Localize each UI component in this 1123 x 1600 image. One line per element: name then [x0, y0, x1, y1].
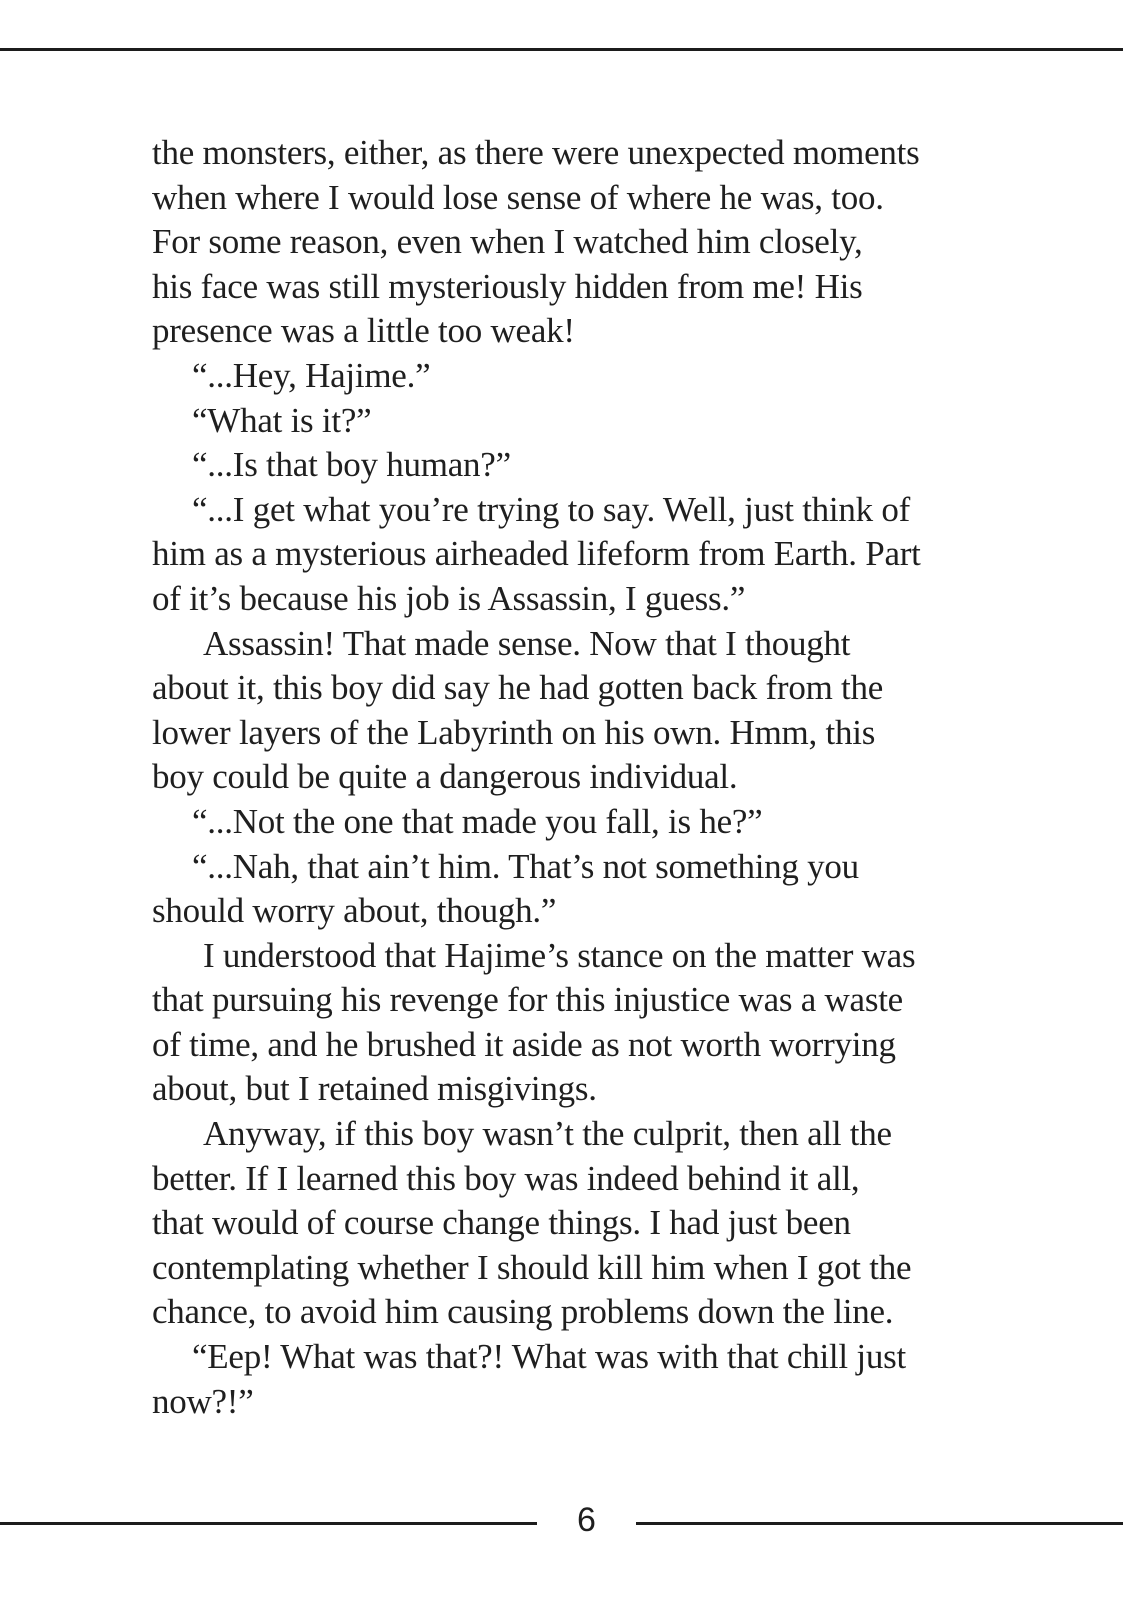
text-line: better. If I learned this boy was indeed behind it all, [152, 1158, 860, 1198]
text-line: him as a mysterious airheaded lifeform from Earth. Part [152, 534, 921, 574]
text-line: that would of course change things. I had just been [152, 1203, 851, 1243]
text-line: that pursuing his revenge for this injustice was a waste [152, 980, 903, 1020]
text-line: of it’s because his job is Assassin, I guess.” [152, 578, 746, 618]
text-line: chance, to avoid him causing problems down the line. [152, 1292, 894, 1332]
body-text [152, 131, 1032, 1424]
text-line: the monsters, either, as there were unexpected moments [152, 133, 920, 172]
text-line: of time, and he brushed it aside as not worth worrying [152, 1024, 896, 1064]
text-line: For some reason, even when I watched him closely, [152, 222, 863, 262]
footer-rule-left [0, 1522, 537, 1525]
text-line: “...Nah, that ain’t him. That’s not something you [192, 846, 859, 886]
text-line: when where I would lose sense of where he was, too. [152, 177, 884, 217]
text-line: Anyway, if this boy wasn’t the culprit, then all the [203, 1114, 892, 1154]
text-line: about it, this boy did say he had gotten back from the [152, 668, 884, 708]
text-line: contemplating whether I should kill him when I got the [152, 1247, 912, 1287]
text-line: should worry about, though.” [152, 891, 557, 931]
text-line: boy could be quite a dangerous individual. [152, 757, 738, 797]
footer-rule-right [636, 1522, 1123, 1525]
text-line: “...Not the one that made you fall, is he?” [192, 801, 763, 841]
header-rule [0, 48, 1123, 51]
text-line: presence was a little too weak! [152, 311, 575, 351]
text-line: his face was still mysteriously hidden from me! His [152, 266, 863, 306]
text-line: “...Is that boy human?” [192, 445, 511, 485]
text-line: about, but I retained misgivings. [152, 1069, 597, 1109]
text-line: now?!” [152, 1381, 254, 1421]
text-line: Assassin! That made sense. Now that I thought [203, 623, 851, 663]
text-line: I understood that Hajime’s stance on the matter was [203, 935, 916, 975]
text-line: lower layers of the Labyrinth on his own. Hmm, this [152, 712, 876, 752]
text-line: “Eep! What was that?! What was with that chill just [192, 1337, 906, 1377]
text-line: “...Hey, Hajime.” [192, 355, 431, 395]
page-number: 6 [577, 1501, 596, 1539]
text-line: “What is it?” [192, 400, 372, 440]
page-footer [0, 1501, 1123, 1545]
text-line: “...I get what you’re trying to say. Well, just think of [192, 489, 911, 529]
